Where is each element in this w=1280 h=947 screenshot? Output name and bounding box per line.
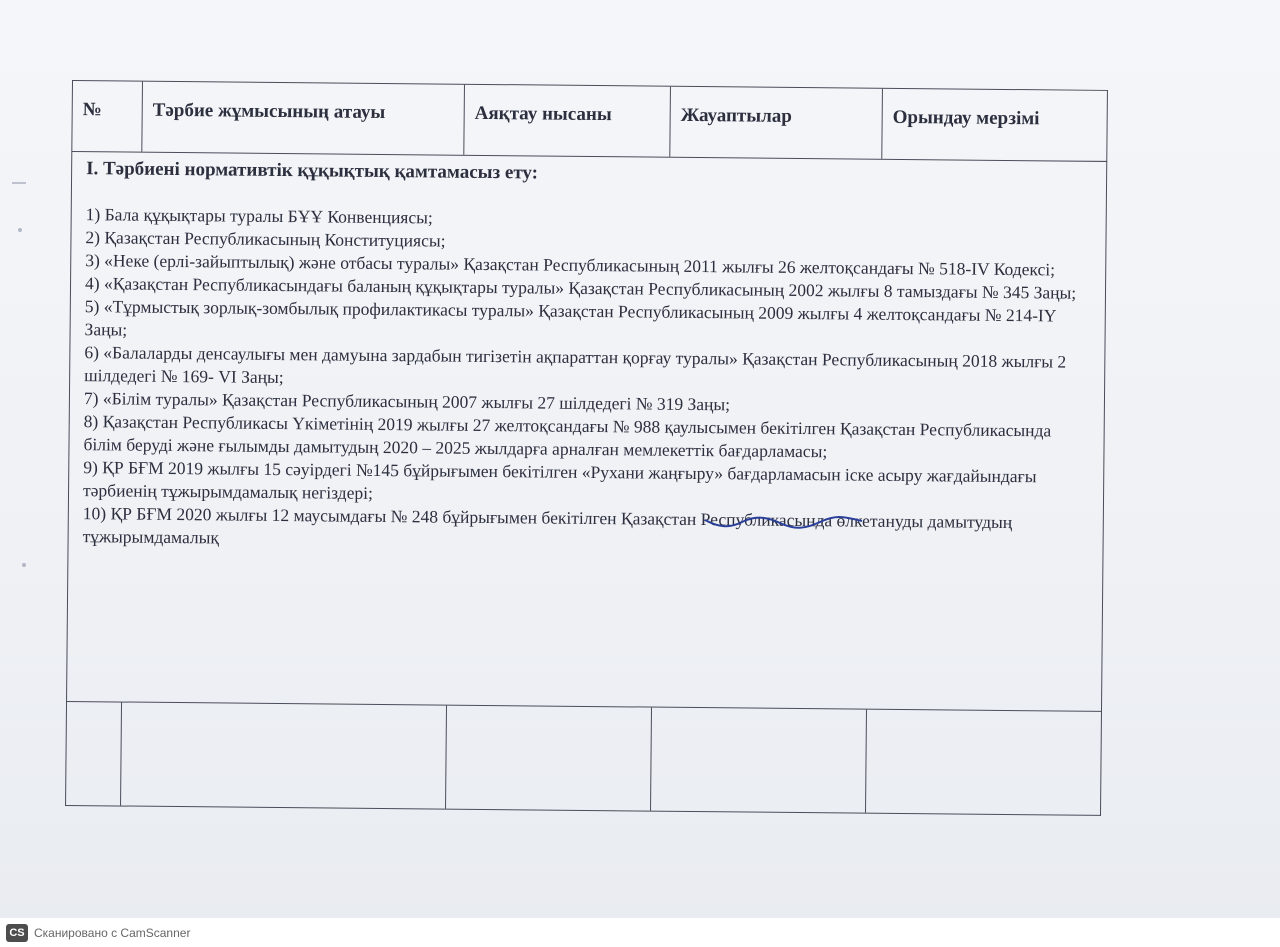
empty-table-row: [65, 702, 1102, 816]
header-completion-form: Аяқтау нысаны: [464, 85, 671, 157]
list-item: 5) «Тұрмыстық зорлық-зомбылық профилактикасы туралы» Қазақстан Республикасының 2009 жылғы 4 желтоқсандағы № 214-IҮ Заңы;: [84, 296, 1057, 340]
empty-cell: [446, 706, 652, 811]
empty-cell: [651, 708, 867, 813]
section-title: І. Тәрбиені нормативтік құқықтық қамтамасыз ету:: [86, 158, 539, 184]
margin-mark: [12, 182, 26, 184]
header-activity-name: Тәрбие жұмысының атауы: [142, 82, 465, 155]
list-item: 9) ҚР БҒМ 2019 жылғы 15 сәуірдегі №145 бұйрығымен бекітілген «Рухани жаңғыру» бағдарламасын іске асыру жағдайындағы тәрбиенің тұжырымдамалық негіздері;: [82, 457, 1037, 503]
margin-mark: [22, 563, 26, 567]
list-item: 8) Қазақстан Республикасы Үкіметінің 2019 жылғы 27 желтоқсандағы № 988 қаулысымен бекітілген Қазақстан Республикасында білім беруді және ғылымды дамытудың 2020 – 2025 жылдарға арналған мемлекеттік бағдарламасы;: [83, 411, 1052, 462]
list-item: 7) «Білім туралы» Қазақстан Республикасының 2007 жылғы 27 шілдедегі № 319 Заңы;: [83, 388, 731, 415]
list-item: 6) «Балаларды денсаулығы мен дамуына зардабын тигізетін ақпараттан қорғау туралы» Қазақстан Республикасының 2018 жылғы 2 шілдедегі № 169- VI Заңы;: [84, 342, 1067, 388]
empty-cell: [866, 710, 1100, 815]
table-header-row: [71, 80, 1108, 162]
camscanner-logo-icon: CS: [6, 924, 28, 942]
list-item: 2) Қазақстан Республикасының Конституциясы;: [85, 227, 446, 251]
margin-mark: [18, 228, 22, 232]
footer-text: Сканировано с CamScanner: [34, 925, 191, 940]
section-cell: [66, 152, 1107, 712]
empty-cell: [66, 702, 122, 806]
header-deadline: Орындау мерзімі: [892, 106, 1040, 130]
list-item: 3) «Неке (ерлі-зайыптылық) және отбасы туралы» Қазақстан Республикасының 2011 жылғы 26 желтоқсандағы № 518-IV Кодексі;: [85, 250, 1056, 280]
empty-cell: [121, 703, 447, 809]
plan-table: [65, 80, 1108, 816]
header-responsible: Жауаптылар: [670, 87, 883, 159]
list-item: 4) «Қазақстан Республикасындағы баланың құқықтары туралы» Қазақстан Республикасының 2002 жылғы 8 тамыздағы № 345 Заңы;: [84, 273, 1077, 303]
pen-squiggle: [630, 512, 870, 532]
list-item: 1) Бала құқықтары туралы БҰҰ Конвенциясы;: [85, 204, 433, 228]
scanner-footer: [0, 918, 1280, 947]
list-item: 10) ҚР БҒМ 2020 жылғы 12 маусымдағы № 248 бұйрығымен бекітілген Қазақстан Республикасында өлкетануды дамытудың тұжырымдамалық: [82, 503, 1013, 548]
header-number: №: [72, 81, 143, 152]
